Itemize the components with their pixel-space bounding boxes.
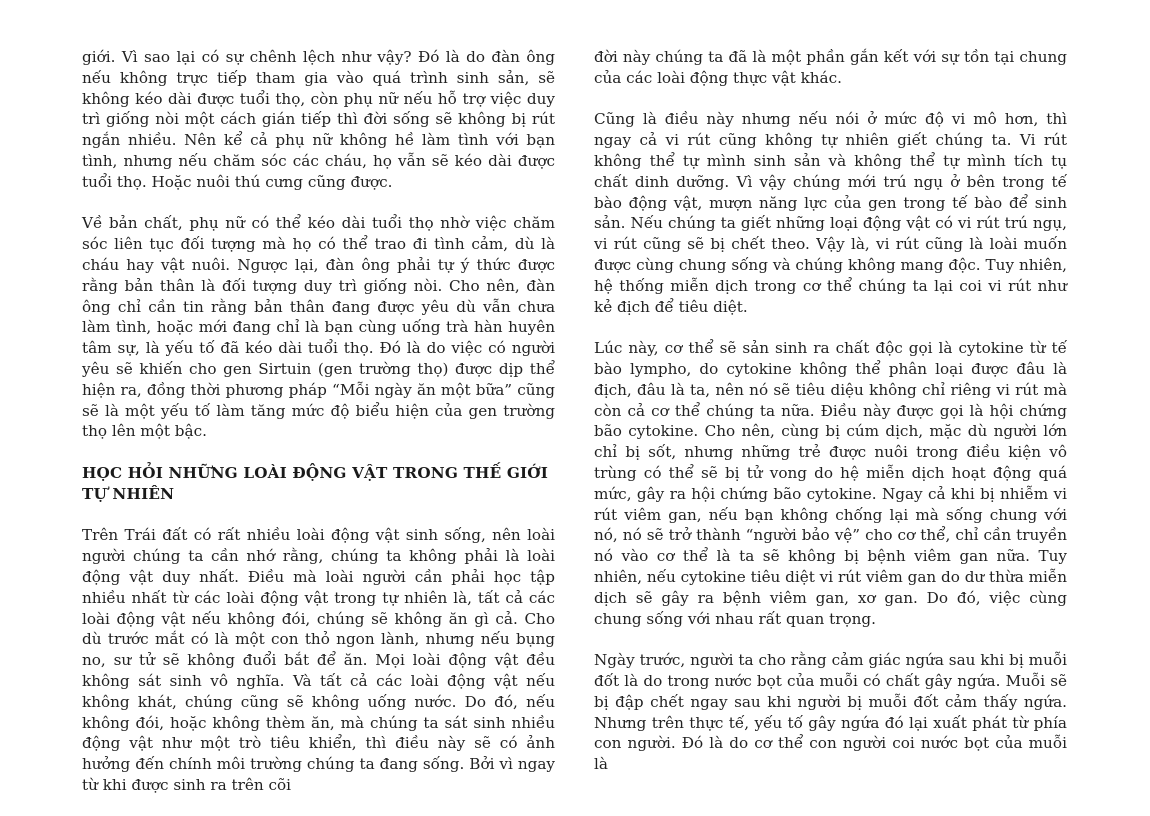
right-column bbox=[594, 47, 1067, 796]
paragraph: Lúc này, cơ thể sẽ sản sinh ra chất độc gọi là cytokine từ tế bào lympho, do cytokine không thể phân loại được đâu là địch, đâu là ta, nên nó sẽ tiêu diệu không chỉ riêng vi rút mà còn cả cơ thể chúng ta nữa. Điều này được gọi là hội chứng bão cytokine. Cho nên, cùng bị cúm dịch, mặc dù người lớn chỉ bị sốt, nhưng những trẻ được nuôi trong điều kiện vô trùng có thể sẽ bị tử vong do hệ miễn dịch hoạt động quá mức, gây ra hội chứng bão cytokine. Ngay cả khi bị nhiễm vi rút viêm gan, nếu bạn không chống lại mà sống chung với nó, nó sẽ trở thành “người bảo vệ” cho cơ thể, chỉ cần truyền nó vào cơ thể là ta sẽ không bị bệnh viêm gan nữa. Tuy nhiên, nếu cytokine tiêu diệt vi rút viêm gan do dư thừa miễn dịch sẽ gây ra bệnh viêm gan, xơ gan. Do đó, việc cùng chung sống với nhau rất quan trọng. bbox=[594, 339, 1067, 628]
section-heading: HỌC HỎI NHỮNG LOÀI ĐỘNG VẬT TRONG THẾ GIỚI TỰ NHIÊN bbox=[82, 463, 549, 503]
paragraph: Trên Trái đất có rất nhiều loài động vật sinh sống, nên loài người chúng ta cần nhớ rằng, chúng ta không phải là loài động vật duy nhất. Điều mà loài người cần phải học tập nhiều nhất từ các loài động vật trong tự nhiên là, tất cả các loài động vật nếu không đói, chúng sẽ không ăn gì cả. Cho dù trước mắt có là một con thỏ ngon lành, nhưng nếu bụng no, sư tử sẽ không đuổi bắt để ăn. Mọi loài động vật đều không sát sinh vô nghĩa. Và tất cả các loài động vật nếu không khát, chúng cũng sẽ không uống nước. Do đó, nếu không đói, hoặc không thèm ăn, mà chúng ta sát sinh nhiều động vật như một trò tiêu khiển, thì điều này sẽ có ảnh hưởng đến chính môi trường chúng ta đang sống. Bởi vì ngay từ khi được sinh ra trên cõi bbox=[82, 526, 555, 794]
paragraph: đời này chúng ta đã là một phần gắn kết với sự tồn tại chung của các loài động thực vật khác. bbox=[594, 48, 1067, 87]
paragraph: Về bản chất, phụ nữ có thể kéo dài tuổi thọ nhờ việc chăm sóc liên tục đối tượng mà họ có thể trao đi tình cảm, dù là cháu hay vật nuôi. Ngược lại, đàn ông phải tự ý thức được rằng bản thân là đối tượng duy trì giống nòi. Cho nên, đàn ông chỉ cần tin rằng bản thân đang được yêu dù vẫn chưa làm tình, hoặc mới đang chỉ là bạn cùng uống trà hàn huyên tâm sự, là yếu tố đã kéo dài tuổi thọ. Đó là do việc có người yêu sẽ khiến cho gen Sirtuin (gen trường thọ) được dịp thể hiện ra, đồng thời phương pháp “Mỗi ngày ăn một bữa” cũng sẽ là một yếu tố làm tăng mức độ biểu hiện của gen trường thọ lên một bậc. bbox=[82, 214, 555, 441]
paragraph: Ngày trước, người ta cho rằng cảm giác ngứa sau khi bị muỗi đốt là do trong nước bọt của muỗi có chất gây ngứa. Muỗi sẽ bị đập chết ngay sau khi người bị muỗi đốt cảm thấy ngứa. Nhưng trên thực tế, yếu tố gây ngứa đó lại xuất phát từ phía con người. Đó là do cơ thể con người coi nước bọt của muỗi là bbox=[594, 651, 1067, 774]
paragraph: Cũng là điều này nhưng nếu nói ở mức độ vi mô hơn, thì ngay cả vi rút cũng không tự nhiên giết chúng ta. Vi rút không thể tự mình sinh sản và không thể tự mình tích tụ chất dinh dưỡng. Vì vậy chúng mới trú ngụ ở bên trong tế bào động vật, mượn năng lực của gen trong tế bào để sinh sản. Nếu chúng ta giết những loại động vật có vi rút trú ngụ, vi rút cũng sẽ bị chết theo. Vậy là, vi rút cũng là loài muốn được cùng chung sống và chúng không mang độc. Tuy nhiên, hệ thống miễn dịch trong cơ thể chúng ta lại coi vi rút như kẻ địch để tiêu diệt. bbox=[594, 110, 1067, 316]
paragraph: giới. Vì sao lại có sự chênh lệch như vậy? Đó là do đàn ông nếu không trực tiếp tham gia vào quá trình sinh sản, sẽ không kéo dài được tuổi thọ, còn phụ nữ nếu hỗ trợ việc duy trì giống nòi một cách gián tiếp thì đời sống sẽ không bị rút ngắn nhiều. Nên kể cả phụ nữ không hề làm tình với bạn tình, nhưng nếu chăm sóc các cháu, họ vẫn sẽ kéo dài được tuổi thọ. Hoặc nuôi thú cưng cũng được. bbox=[82, 48, 555, 191]
left-column bbox=[82, 47, 555, 816]
